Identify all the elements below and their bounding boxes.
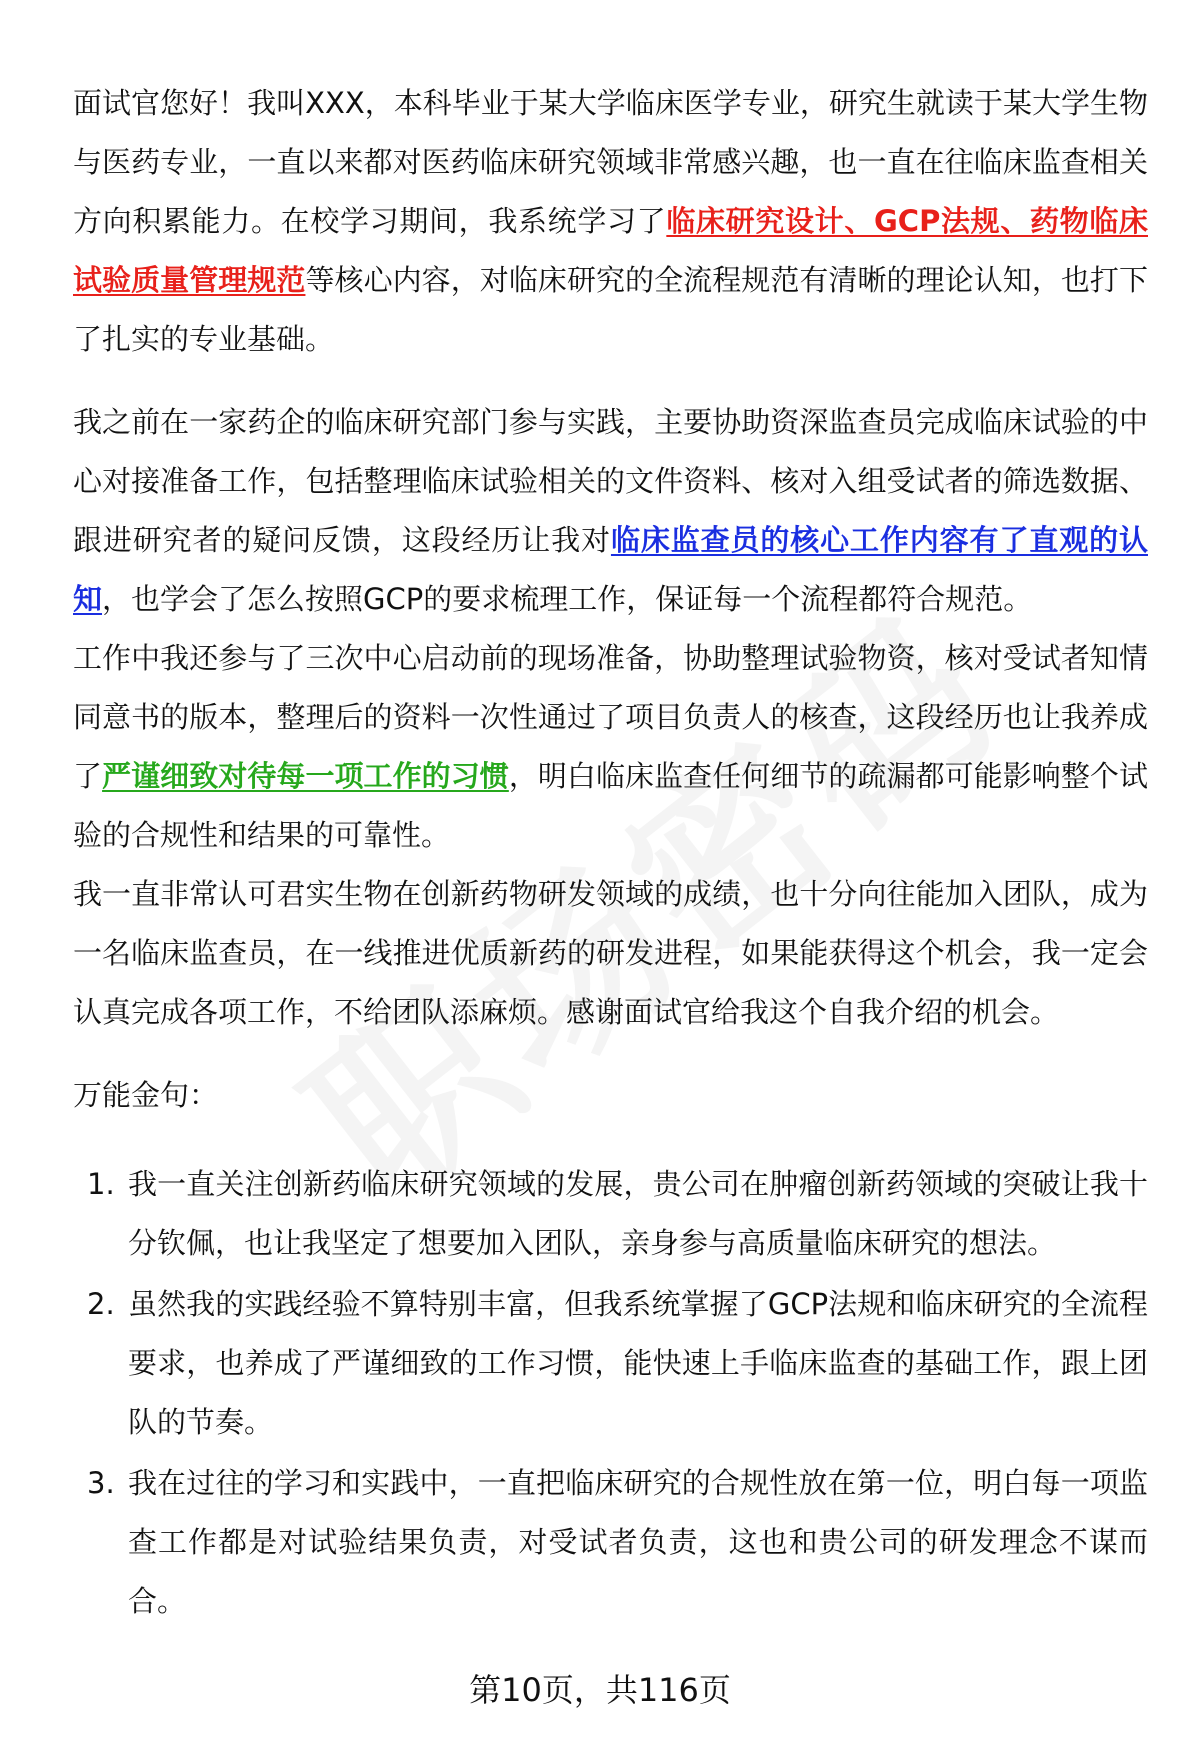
list-item-number: 2. xyxy=(87,1287,115,1321)
highlight-red-study-topics: 临床研究设计、GCP法规、药物临床试验质量管理规范 xyxy=(73,204,1148,297)
intro-paragraph-2 xyxy=(73,393,1148,629)
intro-p3-text-before: 工作中我还参与了三次中心启动前的现场准备，协助整理试验物资，核对受试者知情同意书的版本，整理后的资料一次性通过了项目负责人的核查，这段经历也让我养成了 xyxy=(73,641,1148,793)
list-item xyxy=(73,1275,1148,1452)
intro-p1-text-after: 等核心内容，对临床研究的全流程规范有清晰的理论认知，也打下了扎实的专业基础。 xyxy=(73,263,1148,356)
list-item-text: 我一直关注创新药临床研究领域的发展，贵公司在肿瘤创新药领域的突破让我十分钦佩，也让我坚定了想要加入团队，亲身参与高质量临床研究的想法。 xyxy=(128,1167,1148,1260)
intro-paragraph-4: 我一直非常认可君实生物在创新药物研发领域的成绩，也十分向往能加入团队，成为一名临床监查员，在一线推进优质新药的研发进程，如果能获得这个机会，我一定会认真完成各项工作，不给团队添麻烦。感谢面试官给我这个自我介绍的机会。 xyxy=(73,877,1148,1029)
intro-p3-text-after: ，明白临床监查任何细节的疏漏都可能影响整个试验的合规性和结果的可靠性。 xyxy=(73,759,1148,852)
highlight-green-habit: 严谨细致对待每一项工作的习惯 xyxy=(102,759,509,793)
intro-p2-text-after: ，也学会了怎么按照GCP的要求梳理工作，保证每一个流程都符合规范。 xyxy=(102,582,1033,616)
golden-sentences-list xyxy=(73,1155,1148,1631)
list-item xyxy=(73,1454,1148,1631)
intro-paragraph-3 xyxy=(73,629,1148,865)
intro-p1-text-before: 面试官您好！我叫XXX，本科毕业于某大学临床医学专业，研究生就读于某大学生物与医药专业，一直以来都对医药临床研究领域非常感兴趣，也一直在往临床监查相关方向积累能力。在校学习期间，我系统学习了 xyxy=(73,86,1148,238)
intro-paragraph-1 xyxy=(73,74,1148,369)
list-item-number: 3. xyxy=(87,1466,115,1500)
document-body xyxy=(73,74,1148,1633)
list-item-number: 1. xyxy=(87,1167,115,1201)
page-number-footer: 第10页，共116页 xyxy=(469,1671,731,1709)
golden-sentences-heading: 万能金句： xyxy=(73,1078,219,1112)
list-item-text: 虽然我的实践经验不算特别丰富，但我系统掌握了GCP法规和临床研究的全流程要求，也养成了严谨细致的工作习惯，能快速上手临床监查的基础工作，跟上团队的节奏。 xyxy=(128,1287,1148,1439)
intro-p2-text-before: 我之前在一家药企的临床研究部门参与实践，主要协助资深监查员完成临床试验的中心对接准备工作，包括整理临床试验相关的文件资料、核对入组受试者的筛选数据、跟进研究者的疑问反馈，这段经历让我对 xyxy=(73,405,1148,557)
list-item-text: 我在过往的学习和实践中，一直把临床研究的合规性放在第一位，明白每一项监查工作都是对试验结果负责，对受试者负责，这也和贵公司的研发理念不谋而合。 xyxy=(128,1466,1148,1618)
list-item xyxy=(73,1155,1148,1273)
highlight-blue-core-work: 临床监查员的核心工作内容有了直观的认知 xyxy=(73,523,1148,616)
